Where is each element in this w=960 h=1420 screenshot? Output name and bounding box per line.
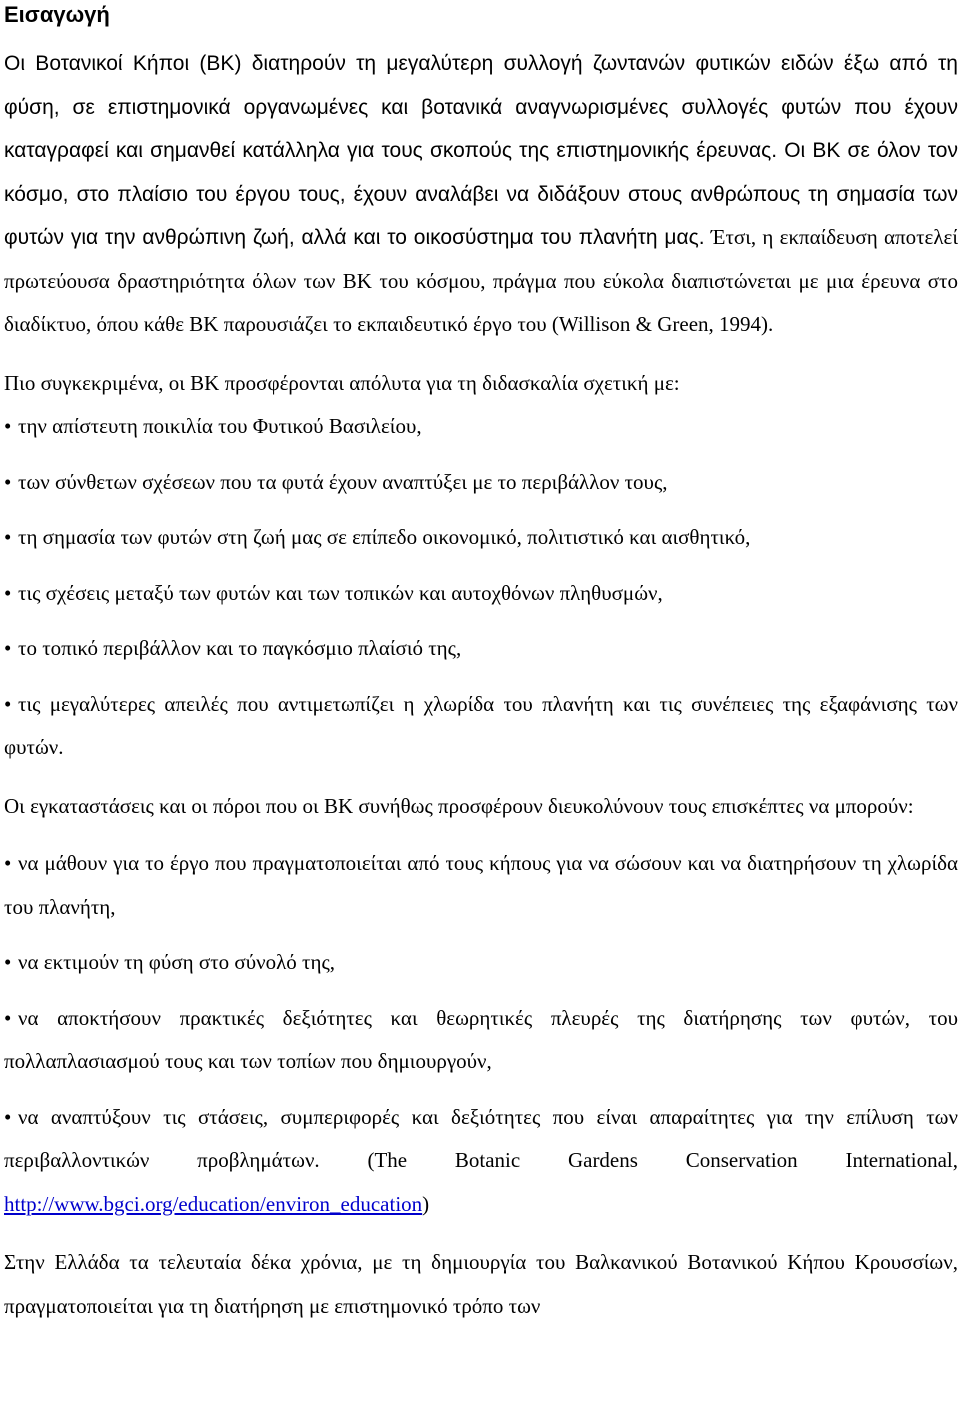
list-item: • να εκτιμούν τη φύση στο σύνολό της,: [4, 941, 958, 985]
list-item: • τις σχέσεις μεταξύ των φυτών και των τοπικών και αυτοχθόνων πληθυσμών,: [4, 572, 958, 616]
list-item: • τις μεγαλύτερες απειλές που αντιμετωπίζει η χλωρίδα του πλανήτη και τις συνέπειες της εξαφάνισης των φυτών.: [4, 683, 958, 770]
visitor-facilities-intro: Οι εγκαταστάσεις και οι πόροι που οι ΒΚ συνήθως προσφέρουν διευκολύνουν τους επισκέπτες να μπορούν:: [4, 793, 914, 818]
bullet-icon: •: [4, 1104, 12, 1129]
list-item: • τη σημασία των φυτών στη ζωή μας σε επίπεδο οικονομικό, πολιτιστικό και αισθητικό,: [4, 516, 958, 560]
teaching-topics-intro: Πιο συγκεκριμένα, οι ΒΚ προσφέρονται απόλυτα για τη διδασκαλία σχετική με:: [4, 370, 680, 395]
bullet-icon: •: [4, 469, 12, 494]
list-item: • την απίστευτη ποικιλία του Φυτικού Βασιλείου,: [4, 405, 958, 449]
citation-link[interactable]: http://www.bgci.org/education/environ_education: [4, 1191, 423, 1216]
list-item: • το τοπικό περιβάλλον και το παγκόσμιο πλαίσιό της,: [4, 627, 958, 671]
bullet-icon: •: [4, 636, 12, 660]
list-item: • να αποκτήσουν πρακτικές δεξιότητες και θεωρητικές πλευρές της διατήρησης των φυτών, του πολλαπλασιασμού τους και των τοπίων που δημιουργούν,: [4, 997, 958, 1084]
section-heading: Εισαγωγή: [4, 2, 110, 27]
bullet-icon: •: [4, 414, 12, 438]
bullet-icon: •: [4, 950, 12, 974]
intro-paragraph-serif-text: Έτσι, η εκπαίδευση αποτελεί πρωτεύουσα δραστηριότητα όλων των ΒΚ του κόσμου, πράγμα που εύκολα διαπιστώνεται με μια έρευνα στο διαδίκτυο, όπου κάθε ΒΚ παρουσιάζει το εκπαιδευτικό έργο του (Willison & Green, 1994).: [4, 225, 958, 336]
bullet-icon: •: [4, 525, 12, 549]
teaching-topics-list: [4, 405, 958, 770]
bullet-icon: •: [4, 1005, 12, 1030]
bullet-icon: •: [4, 580, 12, 605]
intro-paragraph-sans-text: Οι Βοτανικοί Κήποι (ΒΚ) διατηρούν τη μεγαλύτερη συλλογή ζωντανών φυτικών ειδών έξω από τη φύση, σε επιστημονικά οργανωμένες και βοτανικά αναγνωρισμένες συλλογές φυτών που έχουν καταγραφεί και σημανθεί κατάλληλα για τους σκοπούς της επιστημονικής έρευνας. Οι ΒΚ σε όλον τον κόσμο, στο πλαίσιο του έργου τους, έχουν αναλάβει να διδάξουν στους ανθρώπους τη σημασία των φυτών για την ανθρώπινη ζωή, αλλά και το οικοσύστημα του πλανήτη μας.: [4, 52, 958, 249]
list-item: • να αναπτύξουν τις στάσεις, συμπεριφορές και δεξιότητες που είναι απαραίτητες για την επίλυση των περιβαλλοντικών προβλημάτων. (The Botanic Gardens Conservation International, http://www.bgci.org/education/environ_education): [4, 1096, 958, 1227]
document-page: [4, 0, 958, 1420]
list-item: • των σύνθετων σχέσεων που τα φυτά έχουν αναπτύξει με το περιβάλλον τους,: [4, 461, 958, 505]
intro-paragraph: [4, 42, 958, 347]
list-item: • να μάθουν για το έργο που πραγματοποιείται από τους κήπους για να σώσουν και να διατηρήσουν τη χλωρίδα του πλανήτη,: [4, 842, 958, 929]
bullet-icon: •: [4, 851, 12, 875]
greece-paragraph: Στην Ελλάδα τα τελευταία δέκα χρόνια, με τη δημιουργία του Βαλκανικού Βοτανικού Κήπου Κρουσσίων, πραγματοποιείται για τη διατήρηση με επιστημονικό τρόπο των: [4, 1250, 958, 1318]
visitor-outcomes-list: [4, 842, 958, 1226]
bullet-icon: •: [4, 691, 12, 716]
